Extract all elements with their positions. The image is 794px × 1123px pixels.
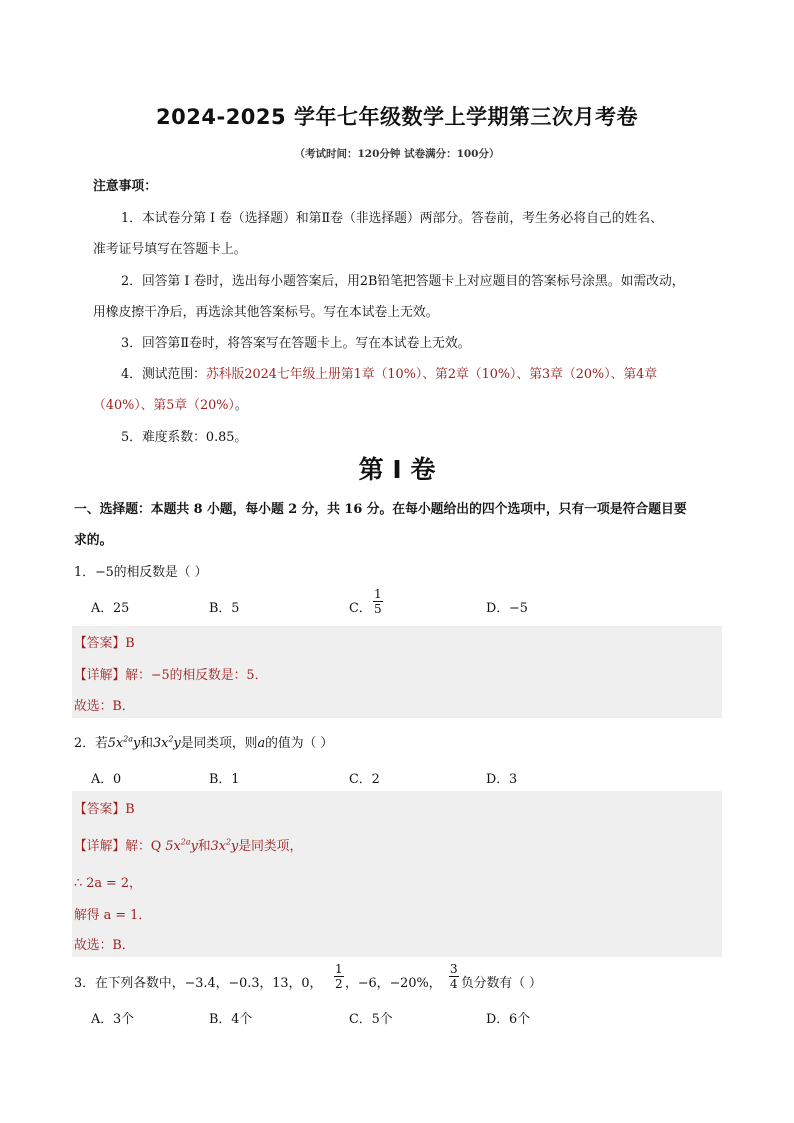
notice-item-1b: 准考证号填写在答题卡上。 xyxy=(93,242,247,257)
q3-fraction-1 xyxy=(334,962,344,991)
q2-term1: 5x xyxy=(107,736,124,751)
q2-stem-pre: 2．若 xyxy=(74,736,108,751)
notice-item-4-prefix: 4．测试范围： xyxy=(121,367,206,382)
q2-detail-term1-y: y xyxy=(190,839,198,854)
q3-fraction-2 xyxy=(449,962,459,991)
q2-term1-exp: 2a xyxy=(123,734,133,744)
q1-answer xyxy=(74,632,135,651)
q1-option-d: D．−5 xyxy=(486,601,528,616)
q3-stem-post: 负分数有（ ） xyxy=(461,976,542,991)
q2-term1-y: y xyxy=(132,736,141,751)
q2-term2-exp: 2 xyxy=(168,734,174,744)
q2-detail-term1-exp: 2a xyxy=(180,837,191,847)
notice-heading: 注意事项： xyxy=(93,179,157,194)
part1-heading-a: 一、选择题：本题共 8 小题，每小题 2 分，共 16 分。在每小题给出的四个选项中，只有一项是符合题目要 xyxy=(74,502,687,517)
q1-answer-value: B xyxy=(125,636,135,651)
part1-heading-b: 求的。 xyxy=(74,533,113,548)
q3-option-c: C．5个 xyxy=(349,1012,393,1027)
q2-term2-y: y xyxy=(173,736,181,751)
q1-option-c-numerator: 1 xyxy=(374,587,382,601)
q1-option-b: B．5 xyxy=(209,601,240,616)
q2-step-2: 解得 a = 1． xyxy=(74,908,152,923)
q2-detail-term2-exp: 2 xyxy=(225,837,232,847)
q2-option-d: D．3 xyxy=(486,772,518,787)
q3-fraction-2-denominator: 4 xyxy=(450,977,458,991)
q2-choose: 故选：B． xyxy=(74,938,135,953)
notice-item-2a: 2．回答第 I 卷时，选出每小题答案后，用2B铅笔把答题卡上对应题目的答案标号涂黑。如需改动， xyxy=(121,274,685,289)
q2-answer xyxy=(74,798,135,817)
q2-option-c: C．2 xyxy=(349,772,380,787)
q3-stem-mid: ，−6，−20%， xyxy=(345,976,442,991)
section-title: 第 I 卷 xyxy=(358,455,436,484)
q2-stem-end: 的值为（ ） xyxy=(265,736,334,751)
q3-fraction-1-numerator: 1 xyxy=(335,962,343,976)
q2-detail-term2-y: y xyxy=(231,839,239,854)
q2-term2: 3x xyxy=(153,736,169,751)
q1-option-a: A．25 xyxy=(91,601,130,616)
notice-item-4a xyxy=(121,363,657,382)
q2-detail-label: 【详解】 xyxy=(74,839,126,854)
q1-option-c-fraction xyxy=(373,587,383,616)
notice-item-5: 5．难度系数：0.85。 xyxy=(121,430,248,445)
q1-choose: 故选：B． xyxy=(74,699,135,714)
q2-stem xyxy=(74,732,333,751)
q2-detail-term1: 5x xyxy=(165,839,181,854)
q1-detail-label: 【详解】 xyxy=(74,668,126,683)
q2-answer-label: 【答案】 xyxy=(74,802,126,817)
q3-option-a: A．3个 xyxy=(91,1012,134,1027)
q2-stem-mid: 和 xyxy=(140,736,153,751)
q1-stem: 1．−5的相反数是（ ） xyxy=(74,565,208,580)
notice-item-3: 3．回答第Ⅱ卷时，将答案写在答题卡上。写在本试卷上无效。 xyxy=(121,336,471,351)
exam-title: 2024-2025 学年七年级数学上学期第三次月考卷 xyxy=(156,105,638,129)
notice-item-4-range: 苏科版2024七年级上册第1章（10%）、第2章（10%）、第3章（20%）、第4章 xyxy=(205,367,658,382)
notice-item-2b: 用橡皮擦干净后，再选涂其他答案标号。写在本试卷上无效。 xyxy=(93,305,439,320)
notice-item-4b xyxy=(93,394,248,413)
q2-detail-mid: 和 xyxy=(197,839,211,854)
q2-option-b: B．1 xyxy=(209,772,240,787)
q2-detail-term2: 3x xyxy=(210,839,226,854)
q2-detail-pre: 解：Q xyxy=(125,839,166,854)
q2-step-1: ∴ 2a = 2， xyxy=(74,876,142,891)
q1-detail xyxy=(74,664,267,683)
q2-detail xyxy=(74,835,302,854)
q1-option-c-denominator: 5 xyxy=(374,602,382,616)
q2-option-a: A．0 xyxy=(91,772,122,787)
q3-fraction-1-denominator: 2 xyxy=(335,977,343,991)
q3-fraction-2-numerator: 3 xyxy=(450,962,458,976)
q1-option-c: C． xyxy=(349,601,372,616)
q3-stem-pre: 3．在下列各数中，−3.4，−0.3，13，0， xyxy=(74,976,323,991)
notice-item-4-suffix: 。 xyxy=(234,398,248,413)
notice-item-1a: 1．本试卷分第 I 卷（选择题）和第Ⅱ卷（非选择题）两部分。答卷前，考生务必将自己的姓名、 xyxy=(121,211,663,226)
q1-answer-label: 【答案】 xyxy=(74,636,126,651)
q3-option-b: B．4个 xyxy=(209,1012,253,1027)
q2-var-a: a xyxy=(257,736,266,751)
notice-item-4-range-cont: （40%）、第5章（20%） xyxy=(93,398,235,413)
q2-stem-post: 是同类项，则 xyxy=(180,736,258,751)
q2-answer-box xyxy=(72,791,722,957)
q2-answer-value: B xyxy=(125,802,135,817)
exam-subtitle: （考试时间：120分钟 试卷满分：100分） xyxy=(294,148,500,160)
q1-detail-text: 解：−5的相反数是：5． xyxy=(125,668,268,683)
q2-detail-post: 是同类项， xyxy=(238,839,303,854)
q3-option-d: D．6个 xyxy=(486,1012,530,1027)
